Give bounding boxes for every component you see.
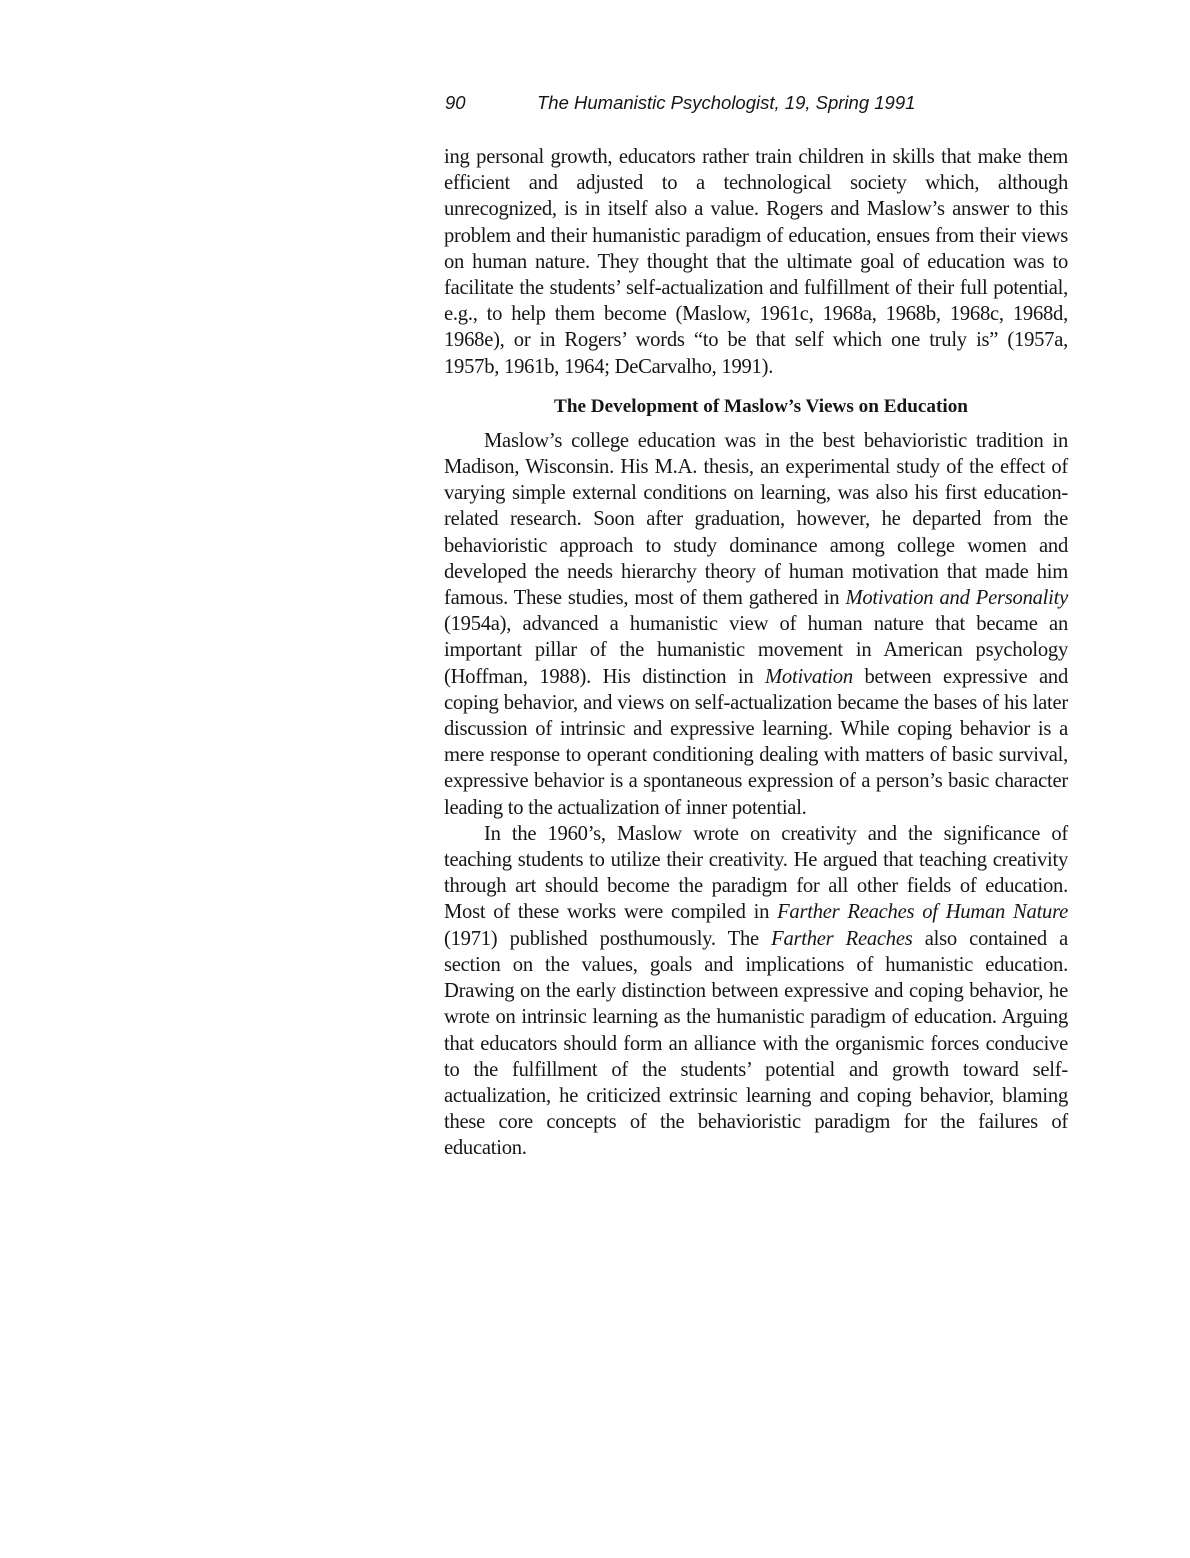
paragraph-text: (1954a), advanced a humanistic view of human nature that became an important pillar of the humanistic movement in American psychology (Hoffman, 1988). His distinction in bbox=[444, 613, 1068, 688]
paragraph-text: In the 1960’s, Maslow wrote on creativity and the significance of teaching students to utilize their creativity. He argued that teaching creativity through art should become the paradigm for all other fields of education. Most of these works were compiled in bbox=[444, 822, 1068, 924]
running-head bbox=[443, 90, 1083, 120]
section-heading: The Development of Maslow’s Views on Education bbox=[554, 395, 968, 417]
paragraph-text: (1971) published posthumously. The bbox=[444, 927, 772, 950]
page-number: 90 bbox=[445, 92, 466, 113]
book-title: Farther Reaches bbox=[771, 927, 913, 950]
paragraph-text: also contained a section on the values, goals and implications of humanistic education. Drawing on the early distinction between expressive and coping behavior, he wrote on intrinsic learning as the humanistic paradigm of education. Arguing that educators should form an alliance with the organismic forces conducive to the fulfillment of the students’ potential and growth toward self-actualization, he criticized extrinsic learning and coping behavior, blaming these core concepts of the behavioristic paradigm for the failures of education. bbox=[444, 927, 1068, 1160]
paragraph-maslow-education bbox=[444, 428, 1068, 821]
paragraph-creativity bbox=[444, 821, 1068, 1162]
paragraph-text: Maslow’s college education was in the best behavioristic tradition in Madison, Wisconsin. His M.A. thesis, an experimental study of the effect of varying simple external conditions on learning, was also his first education-related research. Soon after graduation, however, he departed from the behavioristic approach to study dominance among college women and developed the needs hierarchy theory of human motivation that made him famous. These studies, most of them gathered in bbox=[444, 429, 1068, 610]
article-body bbox=[444, 144, 1068, 1162]
journal-citation: The Humanistic Psychologist, 19, Spring 1991 bbox=[537, 92, 916, 113]
paragraph-continued: ing personal growth, educators rather train children in skills that make them efficient and adjusted to a technological society which, although unrecognized, is in itself also a value. Rogers and Maslow’s answer to this problem and their humanistic paradigm of education, ensues from their views on human nature. They thought that the ultimate goal of education was to facilitate the students’ self-actualization and fulfillment of their full potential, e.g., to help them become (Maslow, 1961c, 1968a, 1968b, 1968c, 1968d, 1968e), or in Rogers’ words “to be that self which one truly is” (1957a, 1957b, 1961b, 1964; DeCarvalho, 1991). bbox=[444, 146, 1068, 378]
paragraph-text: between expressive and coping behavior, and views on self-actualization became the bases of his later discussion of intrinsic and expressive learning. While coping behavior is a mere response to operant conditioning dealing with matters of basic survival, expressive behavior is a spontaneous expression of a person’s basic character leading to the actualization of inner potential. bbox=[444, 665, 1068, 819]
book-title: Motivation and Personality bbox=[845, 587, 1068, 610]
book-title: Motivation bbox=[765, 665, 853, 688]
book-title: Farther Reaches of Human Nature bbox=[777, 901, 1068, 924]
